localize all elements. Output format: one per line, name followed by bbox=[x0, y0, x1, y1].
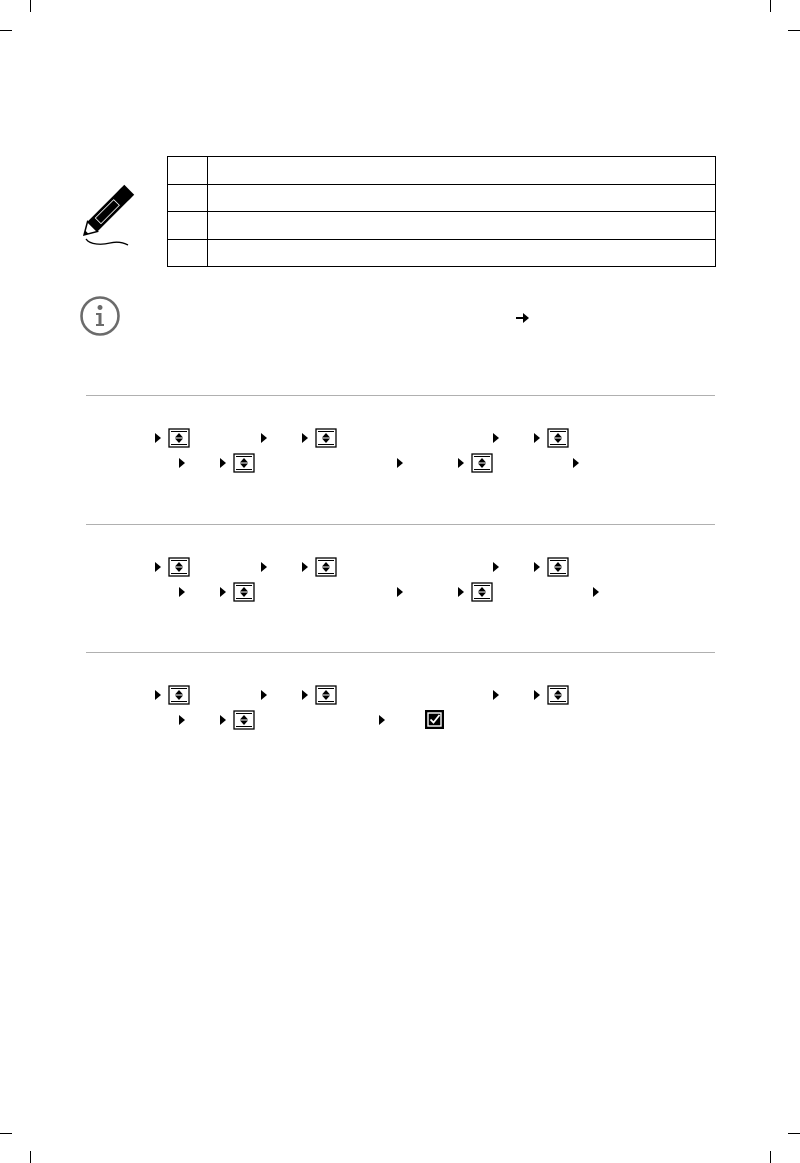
section-divider bbox=[86, 652, 715, 653]
menu-arrow-icon bbox=[493, 562, 499, 572]
menu-arrow-icon bbox=[458, 458, 464, 468]
menu-arrow-icon bbox=[573, 458, 579, 468]
navigation-key-icon bbox=[315, 557, 337, 577]
menu-arrow-icon bbox=[179, 458, 185, 468]
menu-arrow-icon bbox=[534, 690, 540, 700]
menu-arrow-icon bbox=[397, 458, 403, 468]
menu-arrow-icon bbox=[534, 562, 540, 572]
table-row bbox=[168, 157, 716, 185]
crop-mark bbox=[30, 0, 31, 12]
menu-arrow-icon bbox=[179, 715, 185, 725]
arrow-right-icon bbox=[516, 312, 530, 324]
navigation-key-icon bbox=[471, 453, 493, 473]
navigation-key-icon bbox=[168, 428, 190, 448]
crop-mark bbox=[770, 1151, 771, 1163]
section-divider bbox=[86, 395, 715, 396]
table-cell-number bbox=[168, 157, 208, 185]
crop-mark bbox=[30, 1151, 31, 1163]
navigation-key-icon bbox=[168, 685, 190, 705]
menu-arrow-icon bbox=[155, 433, 161, 443]
navigation-key-icon bbox=[233, 453, 255, 473]
menu-arrow-icon bbox=[302, 562, 308, 572]
table-row bbox=[168, 212, 716, 240]
navigation-key-icon bbox=[547, 685, 569, 705]
menu-arrow-icon bbox=[397, 587, 403, 597]
menu-arrow-icon bbox=[458, 587, 464, 597]
crop-mark bbox=[0, 1133, 12, 1134]
menu-arrow-icon bbox=[261, 562, 267, 572]
menu-arrow-icon bbox=[220, 715, 226, 725]
menu-arrow-icon bbox=[179, 587, 185, 597]
navigation-key-icon bbox=[315, 428, 337, 448]
navigation-key-icon bbox=[315, 685, 337, 705]
menu-arrow-icon bbox=[261, 433, 267, 443]
navigation-key-icon bbox=[233, 582, 255, 602]
crop-mark bbox=[788, 1133, 800, 1134]
table-cell-note bbox=[208, 157, 716, 185]
table-cell-note bbox=[208, 239, 716, 267]
menu-arrow-icon bbox=[379, 715, 385, 725]
table-cell-number bbox=[168, 212, 208, 240]
navigation-key-icon bbox=[233, 710, 255, 730]
section-divider bbox=[86, 524, 715, 525]
menu-arrow-icon bbox=[302, 690, 308, 700]
menu-arrow-icon bbox=[493, 433, 499, 443]
menu-arrow-icon bbox=[155, 562, 161, 572]
menu-arrow-icon bbox=[302, 433, 308, 443]
menu-arrow-icon bbox=[155, 690, 161, 700]
crop-mark bbox=[788, 30, 800, 31]
navigation-key-icon bbox=[471, 582, 493, 602]
navigation-key-icon bbox=[547, 428, 569, 448]
table-row bbox=[168, 184, 716, 212]
navigation-key-icon bbox=[168, 557, 190, 577]
table-row bbox=[168, 239, 716, 267]
pencil-icon bbox=[80, 183, 138, 249]
crop-mark bbox=[770, 0, 771, 12]
notes-table bbox=[167, 156, 716, 267]
menu-arrow-icon bbox=[220, 458, 226, 468]
menu-arrow-icon bbox=[493, 690, 499, 700]
navigation-key-icon bbox=[547, 557, 569, 577]
menu-arrow-icon bbox=[261, 690, 267, 700]
menu-arrow-icon bbox=[593, 587, 599, 597]
table-cell-number bbox=[168, 184, 208, 212]
info-icon bbox=[79, 295, 121, 337]
menu-arrow-icon bbox=[220, 587, 226, 597]
table-cell-note bbox=[208, 212, 716, 240]
checkbox-checked-icon bbox=[425, 710, 444, 729]
table-cell-note bbox=[208, 184, 716, 212]
crop-mark bbox=[0, 30, 12, 31]
table-cell-number bbox=[168, 239, 208, 267]
menu-arrow-icon bbox=[534, 433, 540, 443]
